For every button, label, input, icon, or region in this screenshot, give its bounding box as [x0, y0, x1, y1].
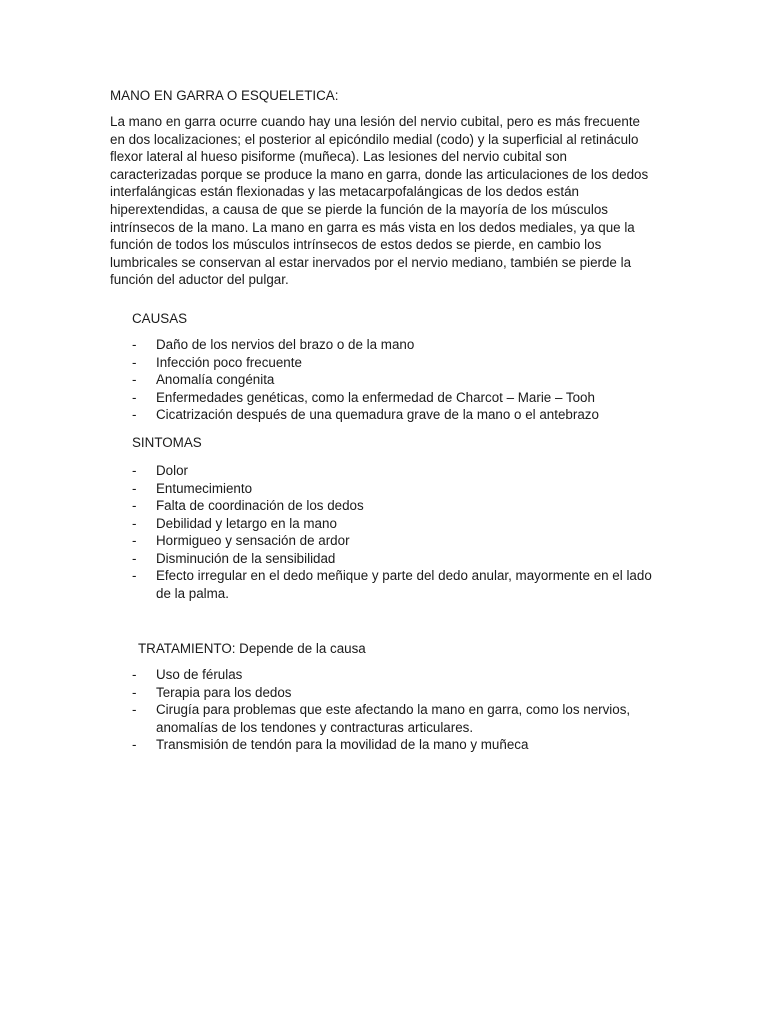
list-item-text: Cirugía para problemas que este afectando la mano en garra, como los nervios, anomalías de los tendones y contracturas articulares. [156, 702, 631, 735]
list-item [132, 462, 657, 480]
list-item [132, 354, 657, 372]
list-item-text: Dolor [156, 463, 188, 478]
list-item-text: Terapia para los dedos [156, 684, 292, 700]
bullet-dash: - [132, 684, 137, 700]
list-item-text: Hormigueo y sensación de ardor [156, 533, 350, 548]
list-item [132, 736, 657, 754]
bullet-dash: - [132, 354, 137, 370]
list-item [132, 666, 657, 684]
bullet-dash: - [132, 515, 137, 531]
document-heading: MANO EN GARRA O ESQUELETICA: [110, 88, 339, 103]
bullet-dash: - [132, 407, 137, 422]
list-item-text: Daño de los nervios del brazo o de la mano [156, 337, 415, 352]
bullet-dash: - [132, 702, 137, 717]
causas-title: CAUSAS [132, 311, 188, 326]
list-item [132, 532, 657, 550]
list-item [132, 684, 657, 702]
list-item [132, 371, 657, 389]
list-item-text: Cicatrización después de una quemadura grave de la mano o el antebrazo [156, 407, 599, 422]
bullet-dash: - [132, 498, 137, 513]
list-item-text: Efecto irregular en el dedo meñique y parte del dedo anular, mayormente en el lado de la palma. [156, 568, 652, 601]
list-item-text: Anomalía congénita [156, 372, 275, 387]
list-item [132, 550, 657, 568]
bullet-dash: - [132, 568, 137, 583]
list-item-text: Enfermedades genéticas, como la enfermedad de Charcot – Marie – Tooh [156, 389, 595, 405]
list-item-text: Transmisión de tendón para la movilidad de la mano y muñeca [156, 737, 529, 752]
list-item-text: Entumecimiento [156, 480, 253, 496]
bullet-dash: - [132, 372, 137, 387]
bullet-dash: - [132, 337, 137, 352]
tratamiento-list [132, 666, 657, 754]
sintomas-list [132, 462, 657, 602]
tratamiento-title: TRATAMIENTO: Depende de la causa [138, 641, 366, 656]
bullet-dash: - [132, 389, 137, 405]
bullet-dash: - [132, 463, 137, 478]
intro-paragraph: La mano en garra ocurre cuando hay una lesión del nervio cubital, pero es más frecuente en dos localizaciones; el posterior al epicóndilo medial (codo) y la superficial al retináculo flexor lateral al hueso pisiforme (muñeca). Las lesiones del nervio cubital son caracterizadas porque se produce la mano en garra, donde las articulaciones de los dedos interfalángicas están flexionadas y las metacarpofalángicas de los dedos están hiperextendidas, a causa de que se pierde la función de la mayoría de los músculos intrínsecos de la mano. La mano en garra es más vista en los dedos mediales, ya que la función de todos los músculos intrínsecos de estos dedos se pierde, en cambio los lumbricales se conservan al estar inervados por el nervio mediano, también se pierde la función del aductor del pulgar. [110, 114, 649, 288]
list-item-text: Infección poco frecuente [156, 354, 302, 370]
bullet-dash: - [132, 480, 137, 496]
list-item [132, 406, 657, 424]
bullet-dash: - [132, 667, 137, 682]
sintomas-title: SINTOMAS [132, 435, 202, 450]
list-item [132, 389, 657, 407]
list-item [132, 515, 657, 533]
causas-list [132, 336, 657, 424]
list-item-text: Debilidad y letargo en la mano [156, 515, 337, 531]
list-item-text: Disminución de la sensibilidad [156, 550, 336, 566]
bullet-dash: - [132, 533, 137, 548]
list-item [132, 480, 657, 498]
list-item [132, 497, 657, 515]
list-item [132, 336, 657, 354]
bullet-dash: - [132, 550, 137, 566]
list-item-text: Falta de coordinación de los dedos [156, 498, 364, 513]
list-item [132, 567, 657, 602]
list-item [132, 701, 657, 736]
bullet-dash: - [132, 737, 137, 752]
list-item-text: Uso de férulas [156, 667, 243, 682]
